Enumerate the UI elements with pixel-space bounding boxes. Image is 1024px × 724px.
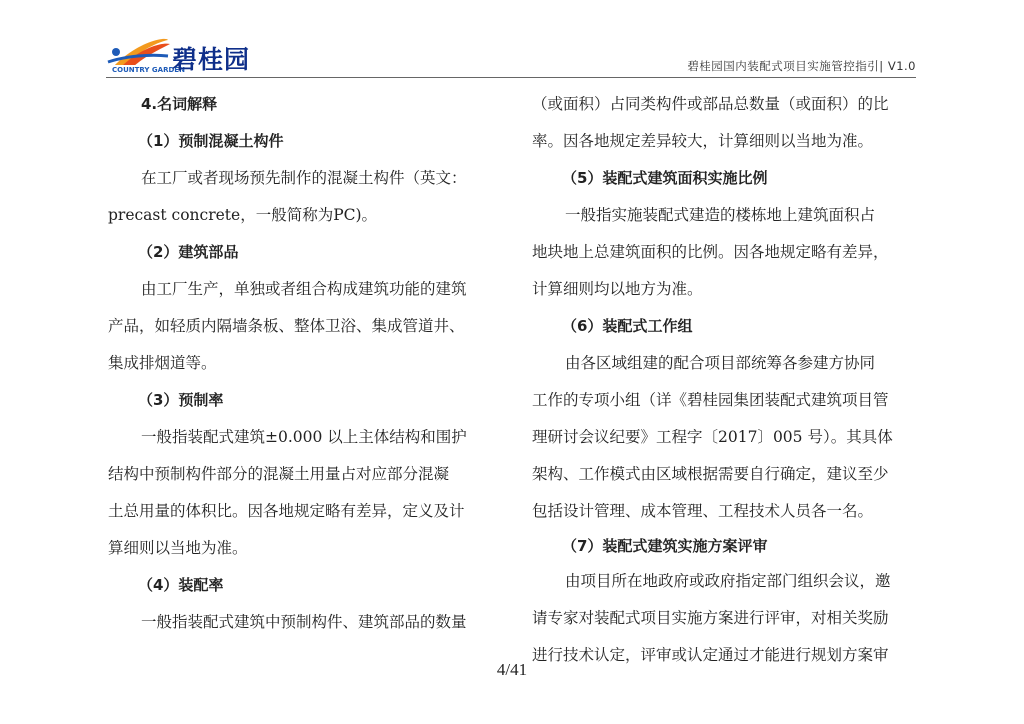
header-divider bbox=[106, 77, 916, 78]
term-heading: （2）建筑部品 bbox=[138, 243, 239, 261]
paragraph-line: 在工厂或者现场预先制作的混凝土构件（英文： bbox=[141, 169, 467, 187]
term-heading: （7）装配式建筑实施方案评审 bbox=[562, 537, 768, 555]
paragraph-line: precast concrete，一般简称为PC)。 bbox=[108, 206, 378, 224]
paragraph-line: 产品，如轻质内隔墙条板、整体卫浴、集成管道井、 bbox=[108, 317, 465, 335]
paragraph-line: 结构中预制构件部分的混凝土用量占对应部分混凝 bbox=[108, 465, 450, 483]
paragraph-line: 由项目所在地政府或政府指定部门组织会议，邀 bbox=[565, 572, 891, 590]
paragraph-line: 计算细则均以地方为准。 bbox=[532, 280, 703, 298]
term-heading: （6）装配式工作组 bbox=[562, 317, 693, 335]
term-heading: （4）装配率 bbox=[138, 576, 224, 594]
paragraph-line: 进行技术认定，评审或认定通过才能进行规划方案审 bbox=[532, 646, 889, 664]
paragraph-line: 一般指装配式建筑中预制构件、建筑部品的数量 bbox=[141, 613, 467, 631]
paragraph-line: 由各区域组建的配合项目部统筹各参建方协同 bbox=[565, 354, 876, 372]
paragraph-line: 集成排烟道等。 bbox=[108, 354, 217, 372]
paragraph-line: 地块地上总建筑面积的比例。因各地规定略有差异， bbox=[532, 243, 889, 261]
right-column bbox=[532, 86, 917, 674]
brand-name: 碧桂园 bbox=[172, 45, 251, 74]
paragraph-line: （或面积）占同类构件或部品总数量（或面积）的比 bbox=[532, 95, 889, 113]
paragraph-line: 土总用量的体积比。因各地规定略有差异，定义及计 bbox=[108, 502, 465, 520]
paragraph-line: 请专家对装配式项目实施方案进行评审，对相关奖励 bbox=[532, 609, 889, 627]
paragraph-line: 工作的专项小组（详《碧桂园集团装配式建筑项目管 bbox=[532, 391, 889, 409]
term-heading: （1）预制混凝土构件 bbox=[138, 132, 284, 150]
page-number: 4/41 bbox=[496, 660, 528, 679]
paragraph-line: 架构、工作模式由区域根据需要自行确定，建议至少 bbox=[532, 465, 889, 483]
paragraph-line: 一般指装配式建筑±0.000 以上主体结构和围护 bbox=[141, 428, 467, 446]
section-heading: 4.名词解释 bbox=[141, 95, 218, 113]
paragraph-line: 理研讨会议纪要》工程字〔2017〕005 号）。其具体 bbox=[532, 428, 893, 446]
svg-text:COUNTRY GARDEN: COUNTRY GARDEN bbox=[112, 66, 185, 74]
term-heading: （5）装配式建筑面积实施比例 bbox=[562, 169, 768, 187]
document-title: 碧桂园国内装配式项目实施管控指引| V1.0 bbox=[687, 59, 916, 73]
term-heading: （3）预制率 bbox=[138, 391, 224, 409]
paragraph-line: 由工厂生产，单独或者组合构成建筑功能的建筑 bbox=[141, 280, 467, 298]
paragraph-line: 算细则以当地为准。 bbox=[108, 539, 248, 557]
paragraph-line: 包括设计管理、成本管理、工程技术人员各一名。 bbox=[532, 502, 874, 520]
paragraph-line: 一般指实施装配式建造的楼栋地上建筑面积占 bbox=[565, 206, 876, 224]
left-column bbox=[108, 86, 498, 641]
page-header bbox=[0, 0, 1024, 80]
paragraph-line: 率。因各地规定差异较大，计算细则以当地为准。 bbox=[532, 132, 874, 150]
